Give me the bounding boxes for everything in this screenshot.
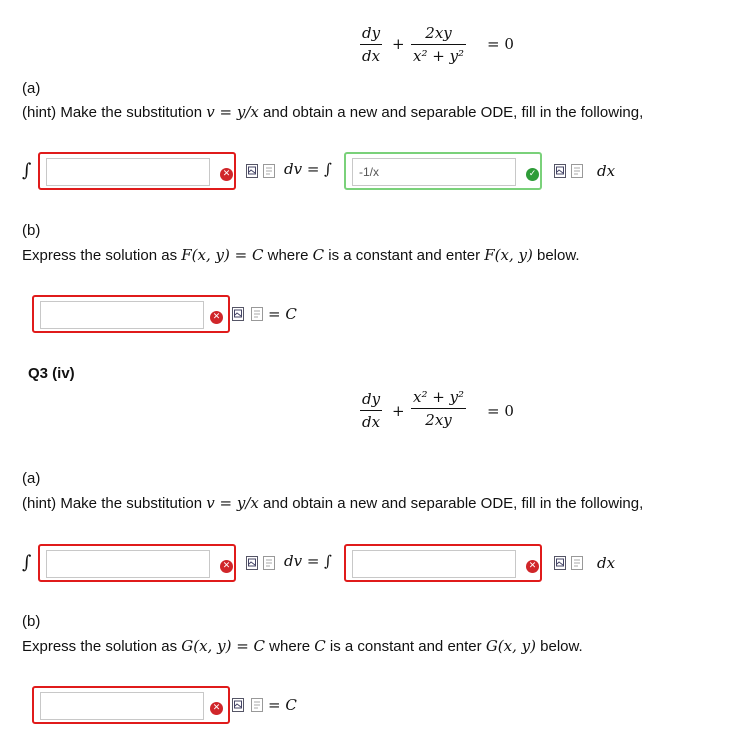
answer-field-3	[32, 295, 230, 333]
dx-label: dx	[597, 162, 616, 180]
rhs-fraction-2	[411, 388, 466, 429]
equals-zero: = 0	[487, 402, 514, 420]
preview-doc-icon[interactable]	[554, 556, 566, 570]
express-text: Express the solution as F(x, y) = C where C is a constant and enter F(x, y) below.	[22, 246, 580, 264]
equals-c: = C	[268, 305, 297, 323]
part-b-label: (b)	[22, 222, 41, 239]
check-icon: ✓	[526, 168, 539, 181]
preview-doc-icon[interactable]	[232, 307, 244, 321]
answer-field-6	[32, 686, 230, 724]
dv-equals-integral: dv = ∫	[284, 160, 332, 178]
question-heading: Q3 (iv)	[28, 365, 75, 382]
error-icon: ✕	[526, 560, 539, 573]
error-icon: ✕	[220, 560, 233, 573]
answer-field-2	[344, 152, 542, 190]
answer-input-4[interactable]	[46, 550, 210, 578]
numerator: x² + y²	[413, 388, 465, 406]
help-doc-icon[interactable]	[571, 556, 583, 570]
answer-input-5[interactable]	[352, 550, 516, 578]
answer-field-5	[344, 544, 542, 582]
dx-text: dx	[362, 47, 381, 65]
answer-input-2[interactable]	[352, 158, 516, 186]
integral-sign: ∫	[22, 160, 32, 181]
answer-field-4	[38, 544, 236, 582]
dv-equals-integral: dv = ∫	[284, 552, 332, 570]
equals-zero: = 0	[487, 35, 514, 53]
help-doc-icon[interactable]	[263, 556, 275, 570]
integral-sign: ∫	[22, 552, 32, 573]
dy-text: dy	[362, 390, 381, 408]
error-icon: ✕	[220, 168, 233, 181]
answer-field-1	[38, 152, 236, 190]
part-b-label: (b)	[22, 613, 41, 630]
help-doc-icon[interactable]	[251, 307, 263, 321]
answer-input-6[interactable]	[40, 692, 204, 720]
plus-sign: +	[392, 35, 405, 53]
hint-text: (hint) Make the substitution v = y/x and obtain a new and separable ODE, fill in the following,	[22, 103, 644, 121]
preview-doc-icon[interactable]	[232, 698, 244, 712]
dy-text: dy	[362, 24, 381, 42]
help-doc-icon[interactable]	[251, 698, 263, 712]
preview-doc-icon[interactable]	[246, 164, 258, 178]
help-doc-icon[interactable]	[263, 164, 275, 178]
dx-text: dx	[362, 413, 381, 431]
part-a-label: (a)	[22, 80, 41, 97]
equals-c: = C	[268, 696, 297, 714]
denominator: 2xy	[425, 411, 452, 429]
answer-input-1[interactable]	[46, 158, 210, 186]
numerator: 2xy	[425, 24, 452, 42]
denominator: x² + y²	[413, 47, 465, 65]
dx-label: dx	[597, 554, 616, 572]
answer-input-3[interactable]	[40, 301, 204, 329]
error-icon: ✕	[210, 702, 223, 715]
plus-sign: +	[392, 402, 405, 420]
help-doc-icon[interactable]	[571, 164, 583, 178]
hint-text: (hint) Make the substitution v = y/x and obtain a new and separable ODE, fill in the following,	[22, 494, 644, 512]
part-a-label: (a)	[22, 470, 41, 487]
preview-doc-icon[interactable]	[554, 164, 566, 178]
express-text: Express the solution as G(x, y) = C where C is a constant and enter G(x, y) below.	[22, 637, 583, 655]
error-icon: ✕	[210, 311, 223, 324]
preview-doc-icon[interactable]	[246, 556, 258, 570]
dydx-fraction-1	[360, 24, 382, 65]
rhs-fraction-1	[411, 24, 466, 65]
dydx-fraction-2	[360, 390, 382, 431]
